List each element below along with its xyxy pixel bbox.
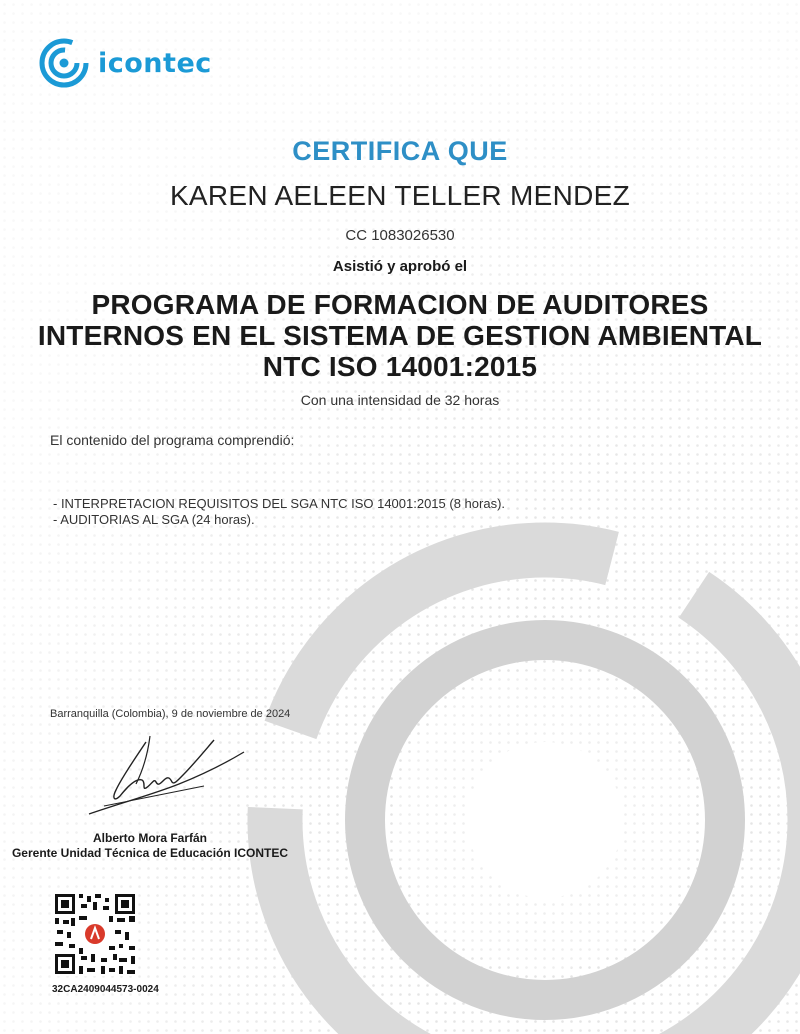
place-date: Barranquilla (Colombia), 9 de noviembre de 2024: [50, 708, 291, 720]
attended-text: Asistió y aprobó el: [332, 258, 468, 275]
signatory-title: Gerente Unidad Técnica de Educación ICONTEC: [11, 846, 289, 860]
signatory-block: [0, 831, 300, 861]
logo-text: icontec: [98, 47, 212, 79]
content-item: - INTERPRETACION REQUISITOS DEL SGA NTC ISO 14001:2015 (8 horas).: [53, 496, 506, 511]
program-title-line: PROGRAMA DE FORMACION DE AUDITORES: [91, 289, 709, 320]
id-number: CC 1083026530: [345, 227, 455, 244]
qr-code[interactable]: [53, 892, 137, 976]
icontec-emblem-icon: [38, 37, 90, 89]
certifica-heading: CERTIFICA QUE: [292, 136, 508, 166]
program-title: [0, 289, 800, 382]
content-list: [53, 496, 505, 528]
content-label: El contenido del programa comprendió:: [50, 432, 295, 448]
program-title-line: NTC ISO 14001:2015: [262, 351, 538, 382]
handwritten-signature: [84, 722, 254, 822]
verification-code: 32CA2409044573-0024: [52, 984, 159, 995]
content-item: - AUDITORIAS AL SGA (24 horas).: [53, 512, 255, 527]
signatory-name: Alberto Mora Farfán: [92, 831, 207, 845]
recipient-name: KAREN AELEEN TELLER MENDEZ: [169, 180, 631, 211]
program-title-line: INTERNOS EN EL SISTEMA DE GESTION AMBIENTAL: [37, 320, 763, 351]
icontec-logo: [38, 36, 238, 90]
intensity-text: Con una intensidad de 32 horas: [300, 392, 500, 408]
